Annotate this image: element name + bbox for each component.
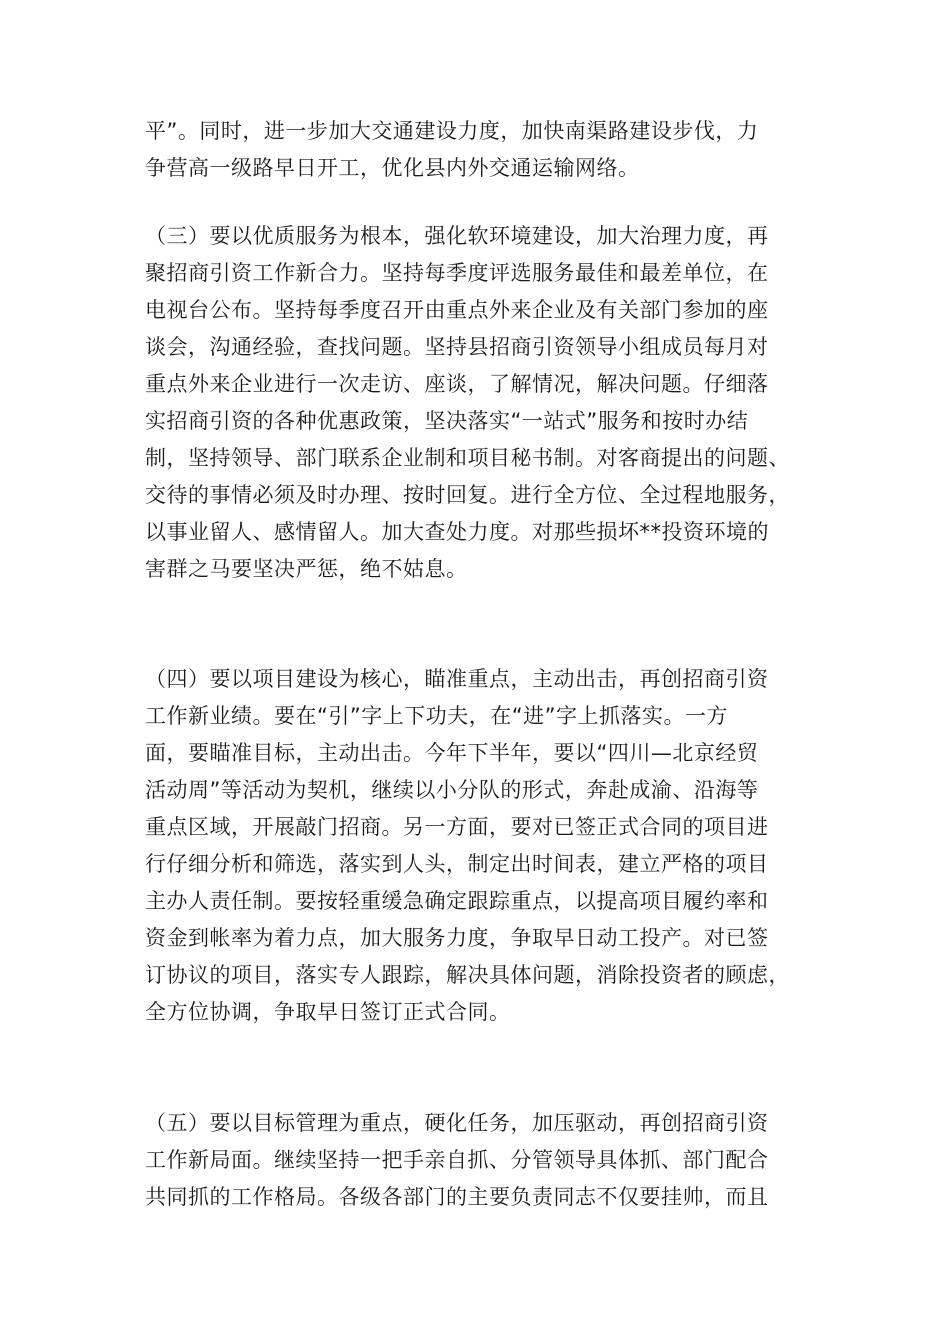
text-line: 面，要瞄准目标，主动出击。今年下半年，要以“四川—北京经贸 — [145, 741, 759, 765]
text-line: （三）要以优质服务为根本，强化软环境建设，加大治理力度，再 — [145, 224, 769, 248]
text-line: 订协议的项目，落实专人跟踪，解决具体问题，消除投资者的顾虑， — [145, 963, 790, 987]
text-line: 制，坚持领导、部门联系企业制和项目秘书制。对客商提出的问题、 — [145, 446, 790, 470]
text-line: 活动周”等活动为契机，继续以小分队的形式，奔赴成渝、沿海等 — [145, 778, 759, 802]
paragraph-section-4 — [145, 661, 825, 1031]
text-line: 资金到帐率为着力点，加大服务力度，争取早日动工投产。对已签 — [145, 926, 769, 950]
text-line: （五）要以目标管理为重点，硬化任务，加压驱动，再创招商引资 — [145, 1111, 769, 1135]
text-line: 电视台公布。坚持每季度召开由重点外来企业及有关部门参加的座 — [145, 298, 769, 322]
text-line: 主办人责任制。要按轻重缓急确定跟踪重点，以提高项目履约率和 — [145, 889, 769, 913]
text-line: 实招商引资的各种优惠政策，坚决落实“一站式”服务和按时办结 — [145, 409, 749, 433]
text-line: 交待的事情必须及时办理、按时回复。进行全方位、全过程地服务， — [145, 483, 790, 507]
text-line: 争营高一级路早日开工，优化县内外交通运输网络。 — [145, 156, 640, 180]
text-line: 聚招商引资工作新合力。坚持每季度评选服务最佳和最差单位，在 — [145, 261, 769, 285]
text-line: 谈会，沟通经验，查找问题。坚持县招商引资领导小组成员每月对 — [145, 335, 769, 359]
paragraph-section-5 — [145, 1105, 825, 1216]
paragraph-transport — [145, 113, 825, 187]
text-line: 害群之马要坚决严惩，绝不姑息。 — [145, 557, 468, 581]
paragraph-section-3 — [145, 218, 825, 588]
text-line: 全方位协调，争取早日签订正式合同。 — [145, 1000, 511, 1024]
text-line: （四）要以项目建设为核心，瞄准重点，主动出击，再创招商引资 — [145, 667, 769, 691]
text-line: 以事业留人、感情留人。加大查处力度。对那些损坏**投资环境的 — [145, 520, 769, 544]
text-line: 工作新业绩。要在“引”字上下功夫，在“进”字上抓落实。一方 — [145, 704, 729, 728]
text-line: 工作新局面。继续坚持一把手亲自抓、分管领导具体抓、部门配合 — [145, 1148, 769, 1172]
text-line: 平”。同时，进一步加大交通建设力度，加快南渠路建设步伐，力 — [145, 119, 759, 143]
text-line: 行仔细分析和筛选，落实到人头，制定出时间表，建立严格的项目 — [145, 852, 769, 876]
text-line: 共同抓的工作格局。各级各部门的主要负责同志不仅要挂帅，而且 — [145, 1185, 769, 1209]
text-line: 重点外来企业进行一次走访、座谈，了解情况，解决问题。仔细落 — [145, 372, 769, 396]
text-line: 重点区域，开展敲门招商。另一方面，要对已签正式合同的项目进 — [145, 815, 769, 839]
